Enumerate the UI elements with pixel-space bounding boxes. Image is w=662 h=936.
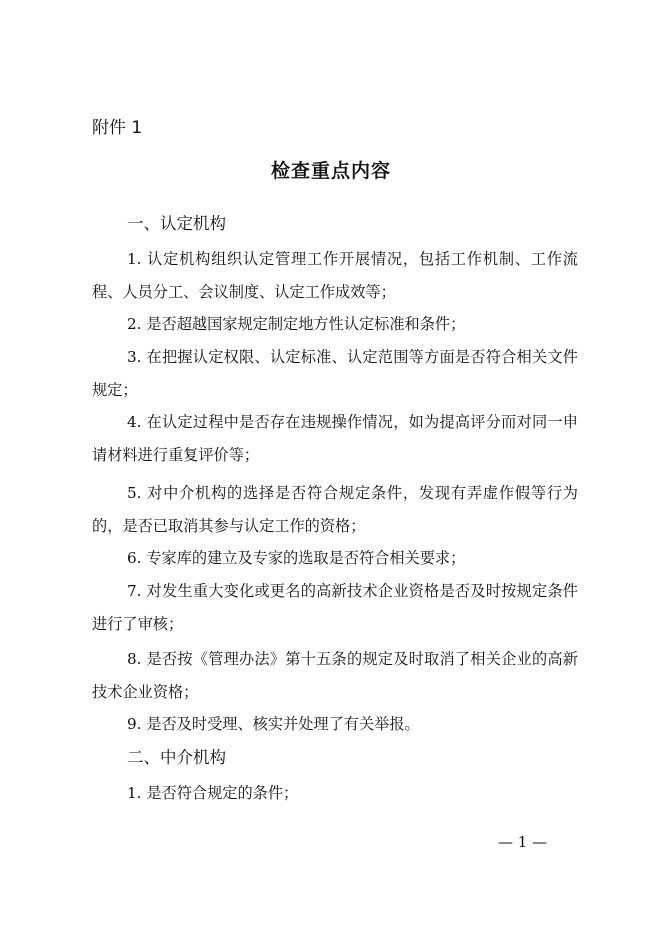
section-heading-intermediary-agencies: 二、中介机构 <box>127 748 226 767</box>
page-title: 检查重点内容 <box>270 160 391 182</box>
list-item: 9. 是否及时受理、核实并处理了有关举报。 <box>127 715 420 733</box>
list-item: 6. 专家库的建立及专家的选取是否符合相关要求； <box>127 549 466 567</box>
list-item: 3. 在把握认定权限、认定标准、认定范围等方面是否符合相关文件规定； <box>92 348 578 399</box>
list-item: 7. 对发生重大变化或更名的高新技术企业资格是否及时按规定条件进行了审核； <box>92 582 578 633</box>
list-item: 5. 对中介机构的选择是否符合规定条件，发现有弄虚作假等行为的，是否已取消其参与认定工作的资格； <box>92 484 578 535</box>
section-heading-certification-bodies: 一、认定机构 <box>127 214 226 233</box>
list-item: 4. 在认定过程中是否存在违规操作情况，如为提高评分而对同一申请材料进行重复评价等； <box>92 413 578 464</box>
list-item: 2. 是否超越国家规定制定地方性认定标准和条件； <box>127 315 466 333</box>
page-number: — 1 — <box>498 833 548 851</box>
list-item: 1. 是否符合规定的条件； <box>127 784 299 802</box>
list-item: 8. 是否按《管理办法》第十五条的规定及时取消了相关企业的高新技术企业资格； <box>92 650 578 701</box>
list-item: 1. 认定机构组织认定管理工作开展情况，包括工作机制、工作流程、人员分工、会议制度、认定工作成效等； <box>92 250 578 301</box>
attachment-label: 附件 1 <box>92 118 143 138</box>
